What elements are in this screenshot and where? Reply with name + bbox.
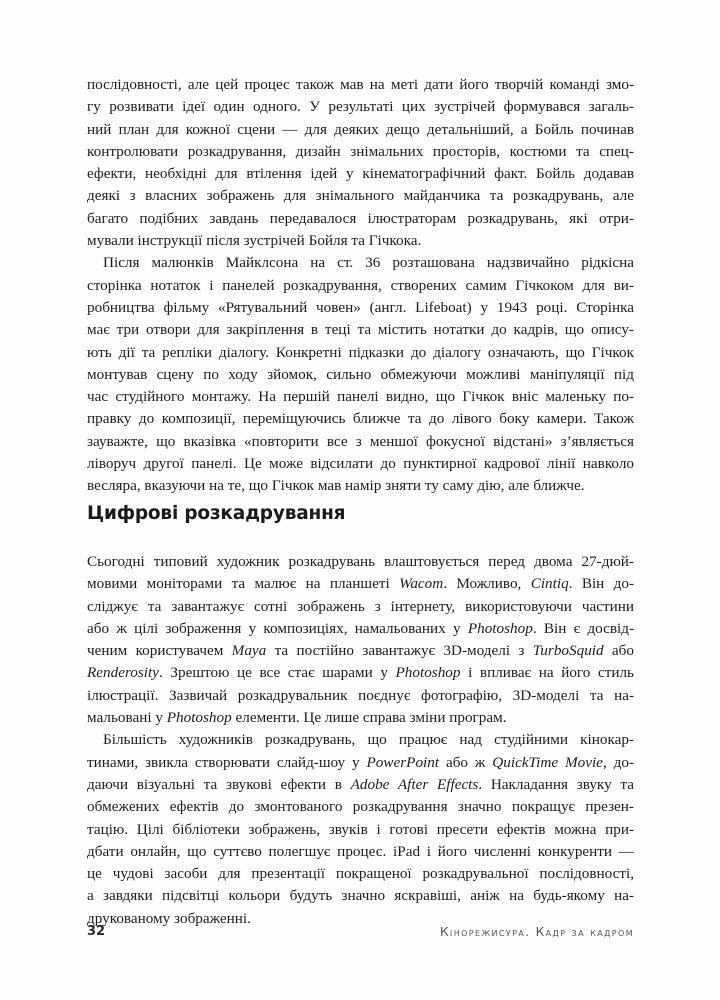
text-line: мували інструкції після зустрічей Бойля та Гічкока. (87, 232, 422, 250)
text-line (87, 885, 634, 907)
text-line (87, 573, 634, 595)
italic-term: Renderosity (87, 664, 159, 682)
text-run: та постійно завантажує 3D-моделі з (266, 642, 533, 660)
text-run: . Він до- (568, 575, 634, 593)
text-run: дбати онлайн, що суттєво полегшує процес. iPad і його численні конкуренти — (87, 842, 634, 860)
italic-term: Adobe After Effects (350, 775, 479, 793)
text-line: гу розвивати ідеї один одного. У результаті цих зустрічей формувався загаль- (87, 98, 634, 116)
text-line: монтував сцену по ходу зйомок, сильно обмежуючи можливі маніпуляції під (87, 365, 634, 383)
text-line: правку до композиції, переміщуючись ближче та до лівого боку камери. Також (87, 410, 634, 428)
text-run: сліджує та завантажує сотні зображень з інтернету, використовуючи частини (87, 597, 634, 615)
text-line: багато подібних завдань передавалося ілюстраторам розкадрувань, які отри- (87, 209, 634, 227)
text-line (87, 618, 634, 640)
text-line (87, 841, 634, 863)
text-run: ілюстрації. Зазвичай розкадрувальник поєднує фотографію, 3D-моделі та на- (87, 686, 634, 704)
text-line (87, 596, 634, 618)
text-run: а завдяки підсвітці кольори будуть значно яскравіші, аніж на будь-якому на- (87, 887, 634, 905)
text-run: тацію. Цілі бібліотеки зображень, звуків і готові пресети ефектів можна при- (87, 820, 634, 838)
italic-term: Photoshop (467, 619, 533, 637)
text-line (87, 707, 634, 729)
text-run: , до- (602, 753, 634, 771)
running-footer-book-title: Кінорежисура. Кадр за кадром (440, 925, 634, 939)
text-run: обмежених ефектів до змонтованого розкадрування значно покращує презен- (87, 798, 634, 816)
text-run: . Він є досвід- (532, 619, 634, 637)
text-line (87, 729, 634, 751)
text-line: час студійного монтажу. На першій панелі видно, що Гічкок вніс маленьку по- (87, 388, 634, 406)
text-run: або (603, 642, 634, 660)
italic-term: Cintiq (530, 575, 569, 593)
text-line: весляра, вказуючи на те, що Гічкок мав намір зняти ту саму дію, але ближче. (87, 477, 585, 495)
italic-term: Photoshop (395, 664, 461, 682)
text-run: або ж цілі зображення у композиціях, намальованих у (87, 619, 468, 637)
text-line: сторінка нотаток і панелей розкадрування, створених самим Гічкоком для ви- (87, 276, 634, 294)
text-run: . Зрештою це все стає шарами у (158, 664, 396, 682)
text-line (87, 551, 634, 573)
text-run: мальовані у (87, 709, 167, 727)
italic-term: PowerPoint (366, 753, 440, 771)
text-line (87, 640, 634, 662)
text-run: . Накладання звуку та (478, 775, 634, 793)
text-line (87, 685, 634, 707)
page-number: 32 (87, 924, 106, 939)
text-line (87, 774, 634, 796)
italic-term: Wacom (399, 575, 444, 593)
text-line: ють дії та репліки діалогу. Конкретні підказки до діалогу означають, що Гічкок (87, 343, 634, 361)
italic-term: TurboSquid (532, 642, 604, 660)
italic-term: Photoshop (166, 709, 232, 727)
italic-term: QuickTime Movie (492, 753, 603, 771)
text-line: деякі з власних зображень для знімального майданчика та розкадрувань, але (87, 187, 634, 205)
text-line: зауважте, що вказівка «повторити все з меншої фокусної відстані» з’являється (87, 432, 634, 450)
text-run: . Можливо, (443, 575, 531, 593)
text-line (87, 863, 634, 885)
text-line (87, 752, 634, 774)
text-run: тинами, звикла створювати слайд-шоу у (87, 753, 367, 771)
text-run: елементи. Це лише справа зміни програм. (231, 709, 507, 727)
italic-term: Maya (231, 642, 267, 660)
body-text-section-1 (87, 74, 634, 498)
text-line (87, 796, 634, 818)
text-line: контролювати розкадрування, дизайн знімальних просторів, костюми та спец- (87, 142, 634, 160)
text-run: даючи візуальні та звукові ефекти в (87, 775, 351, 793)
text-line: робництва фільму «Рятувальний човен» (англ. Lifeboat) у 1943 році. Сторінка (87, 298, 634, 316)
text-line: має три отвори для закріплення в теці та містить нотатки до кадрів, що опису- (87, 321, 634, 339)
text-line: послідовності, але цей процес також мав на меті дати його творчій команді змо- (87, 76, 634, 93)
text-run: Сьогодні типовий художник розкадрувань влаштовується перед двома 27-дюй- (87, 553, 634, 570)
text-run: і впливає на його стиль (460, 664, 634, 682)
text-line: Після малюнків Майклсона на ст. 36 розташована надзвичайно рідкісна (103, 254, 634, 272)
text-line: ліворуч другої панелі. Це може відсилати до пунктирної кадрової лінії навколо (87, 455, 634, 473)
body-text-section-2 (87, 551, 634, 930)
text-line: ефекти, необхідні для втілення ідей у кінематографічний факт. Бойль додавав (87, 165, 634, 183)
text-run: друкованому зображенні. (87, 909, 251, 927)
text-line (87, 819, 634, 841)
section-heading: Цифрові розкадрування (87, 503, 346, 524)
text-run: або ж (439, 753, 493, 771)
text-run: це чудові засоби для презентації покращеної розкадрувальної послідовності, (87, 865, 634, 883)
text-run: ченим користувачем (87, 642, 232, 660)
text-run: Більшість художників розкадрувань, що працює над студійними кінокар- (103, 731, 634, 749)
text-run: мовими моніторами та малює на планшеті (87, 575, 400, 593)
text-line (87, 662, 634, 684)
text-line: ний план для кожної сцени — для деяких дещо детальніший, а Бойль починав (87, 120, 634, 138)
